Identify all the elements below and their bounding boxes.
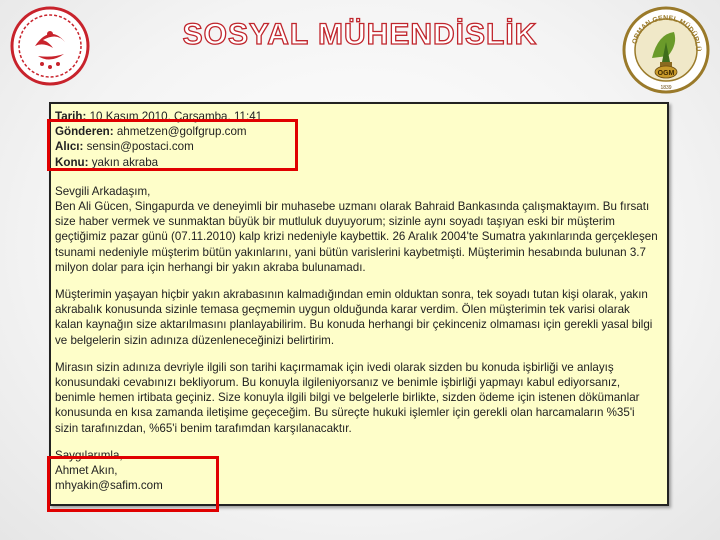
email-from-label: Gönderen: [55,125,114,139]
email-date-label: Tarih: [55,110,87,123]
email-to-label: Alıcı: [55,140,84,154]
email-closing: Saygılarımla, [55,448,123,462]
email-subject-value: yakın akraba [91,155,159,169]
email-signature-name: Ahmet Akın, [55,464,118,478]
ogm-badge-text: OGM [657,70,675,77]
ogm-logo-ring-text: ORMAN GENEL MÜDÜRLÜ [631,14,702,52]
email-paragraph-2: Müşterimin yaşayan hiçbir yakın akrabasının kalmadığından emin olduktan sonra, tek soyadı tutan kişi olarak, yakın akrabalık konusunda sizinle temasa geçmemin uygun olduğunda karar verdim. Ölen müşterimin tek varisi olarak kalan kaynağın size aktarılmasını planlayabilirim. Bu konuda herhangi bir çekinceniz olmaması için gerekli yasal bilgi ve belgelerin sizin adınıza düzenleneceğinizi belirtirim. [55,288,653,347]
email-date-value: 10 Kasım 2010, Çarşamba, 11:41 [89,110,263,123]
signature-highlight [47,456,219,512]
ogm-logo [622,6,710,94]
email-paragraph-3: Mirasın sizin adınıza devriyle ilgili son tarihi kaçırmamak için ivedi olarak sizden bu konuda işbirliği ve anlayış konusundaki cevabınızı bekliyorum. Bu konuyla ilgileniyorsanız ve benimle işbirliği yapmayı kabul ediyorsanız, benimle hemen irtibata geçiniz. Size konuyla ilgili bilgi ve belgelerle birlikte, sizden ödeme için istenen dökümanlar konusunda en kısa zamanda iletişime geçeceğim. Bu süreçte hukuki işlemler için gerekli olan harcamaların %35'i sizin tarafınızdan, %65'i benim tarafımdan karşılanacaktır. [55,360,640,435]
email-subject-label: Konu: [55,155,89,169]
email-greeting: Sevgili Arkadaşım, [55,184,151,198]
email-paragraph-1: Ben Ali Gücen, Singapurda ve deneyimli bir muhasebe uzmanı olarak Bahraid Bankasında çalışmaktayım. Bu fırsatı size haber vermek ve sunmaktan büyük bir mutluluk duyuyorum; sizinle aynı soyadı taşıyan eski bir müşterim geçtiğimiz pazar günü (07.11.2010) kalp krizi nedeniyle kaybettik. 26 Aralık 2004'te Sumatra yakınlarında gerçekleşen tsunami nedeniyle müşterim bütün yakınlarını, yani bütün varislerini kaybetmişti. Müşterimin hesabında bulunan 3.7 milyon dolar para için herhangi bir yakın akraba bulunamadı. [55,200,658,274]
email-from-value[interactable]: ahmetzen@golfgrup.com [116,125,247,139]
ogm-year-text: 1839 [660,85,672,91]
email-to-value[interactable]: sensin@postaci.com [86,140,194,154]
slide-title: SOSYAL MÜHENDİSLİK [182,18,538,51]
sender-header-highlight [47,119,298,171]
email-signature-email[interactable]: mhyakin@safim.com [55,479,163,493]
